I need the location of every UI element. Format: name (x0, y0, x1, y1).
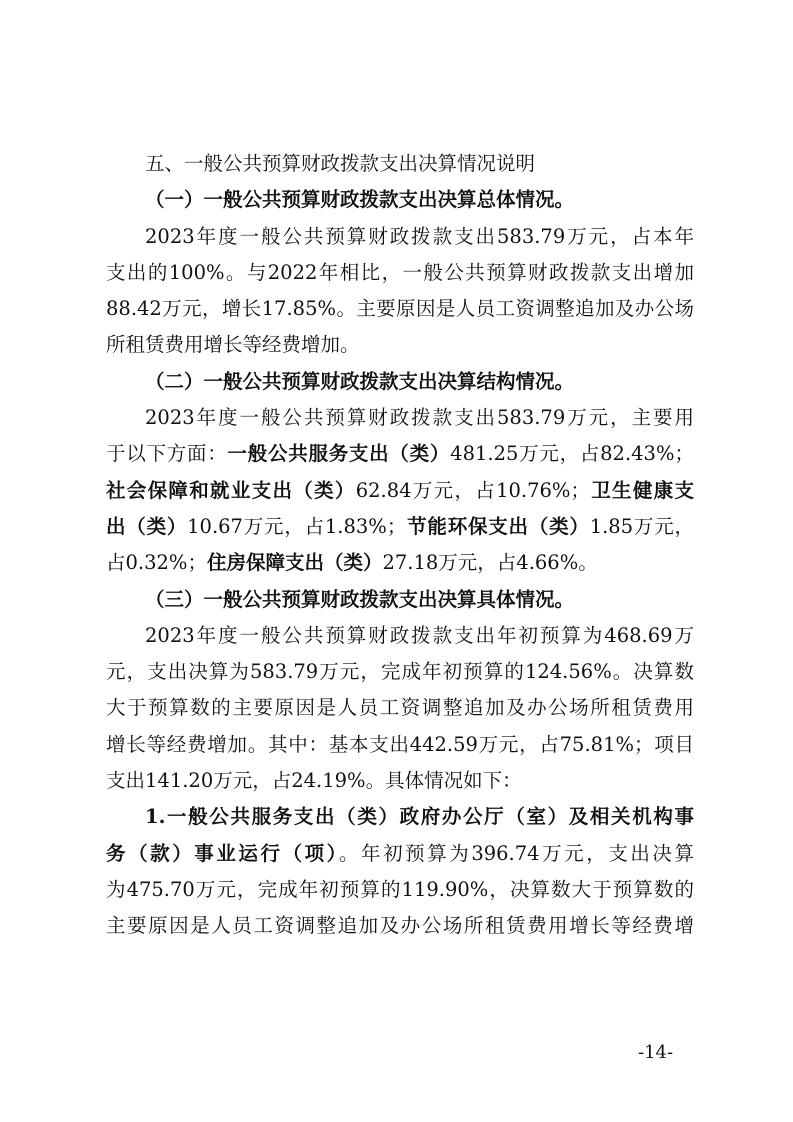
paragraph-line: 支出141.20万元，占24.19%。具体情况如下： (106, 769, 522, 793)
paragraph-line (106, 436, 694, 472)
paragraph-line: 2023年度一般公共预算财政拨款支出583.79万元，主要用 (145, 406, 694, 430)
paragraph-line: 2023年度一般公共预算财政拨款支出583.79万元，占本年 (145, 224, 694, 248)
subsection-heading-1: （一）一般公共预算财政拨款支出决算总体情况。 (145, 188, 575, 212)
text-run: 1.85万元， (589, 514, 694, 538)
subsection-heading-2: （二）一般公共预算财政拨款支出决算结构情况。 (145, 369, 575, 393)
paragraph-line: 88.42万元，增长17.85%。主要原因是人员工资调整追加及办公场 (106, 297, 694, 321)
paragraph-line: 大于预算数的主要原因是人员工资调整追加及办公场所租赁费用 (106, 696, 694, 720)
item-heading-text: 务（款）事业运行（项） (106, 841, 339, 865)
text-run: 62.84万元，占10.76%； (355, 478, 590, 502)
page-number: -14- (638, 1042, 674, 1063)
paragraph-line (106, 509, 694, 545)
paragraph-line: 元，支出决算为583.79万元，完成年初预算的124.56%。决算数 (106, 660, 694, 684)
text-run: 。年初预算为396.74万元，支出决算 (338, 841, 694, 865)
paragraph-line: 所租赁费用增长等经费增加。 (106, 333, 360, 357)
paragraph-line: 主要原因是人员工资调整追加及办公场所租赁费用增长等经费增 (106, 914, 694, 938)
text-run: 占0.32%； (106, 551, 207, 575)
category-label: 社会保障和就业支出（类） (106, 478, 356, 502)
subsection-heading-3: （三）一般公共预算财政拨款支出决算具体情况。 (145, 587, 575, 611)
paragraph-line (106, 473, 694, 509)
text-run: 481.25万元，占82.43%； (450, 442, 694, 466)
item-heading-line: 1.一般公共服务支出（类）政府办公厅（室）及相关机构事 (145, 805, 694, 829)
paragraph-line: 2023年度一般公共预算财政拨款支出年初预算为468.69万 (145, 623, 694, 647)
category-label: 卫生健康支 (589, 478, 694, 502)
paragraph-line (106, 836, 694, 872)
paragraph-line: 为475.70万元，完成年初预算的119.90%，决算数大于预算数的 (106, 877, 694, 901)
category-label: 一般公共服务支出（类） (227, 442, 451, 466)
paragraph-line (106, 545, 694, 581)
section-title: 五、一般公共预算财政拨款支出决算情况说明 (145, 152, 536, 175)
text-run: 27.18万元，占4.66%。 (382, 551, 598, 575)
paragraph-line: 支出的100%。与2022年相比，一般公共预算财政拨款支出增加 (106, 260, 694, 284)
text-run: 于以下方面： (106, 442, 228, 466)
text-run: 10.67万元，占1.83%； (187, 514, 407, 538)
document-body (106, 146, 694, 945)
category-label: 住房保障支出（类） (206, 551, 383, 575)
category-label: 出（类） (106, 514, 188, 538)
category-label: 节能环保支出（类） (406, 514, 590, 538)
paragraph-line: 增长等经费增加。其中：基本支出442.59万元，占75.81%；项目 (106, 732, 694, 756)
